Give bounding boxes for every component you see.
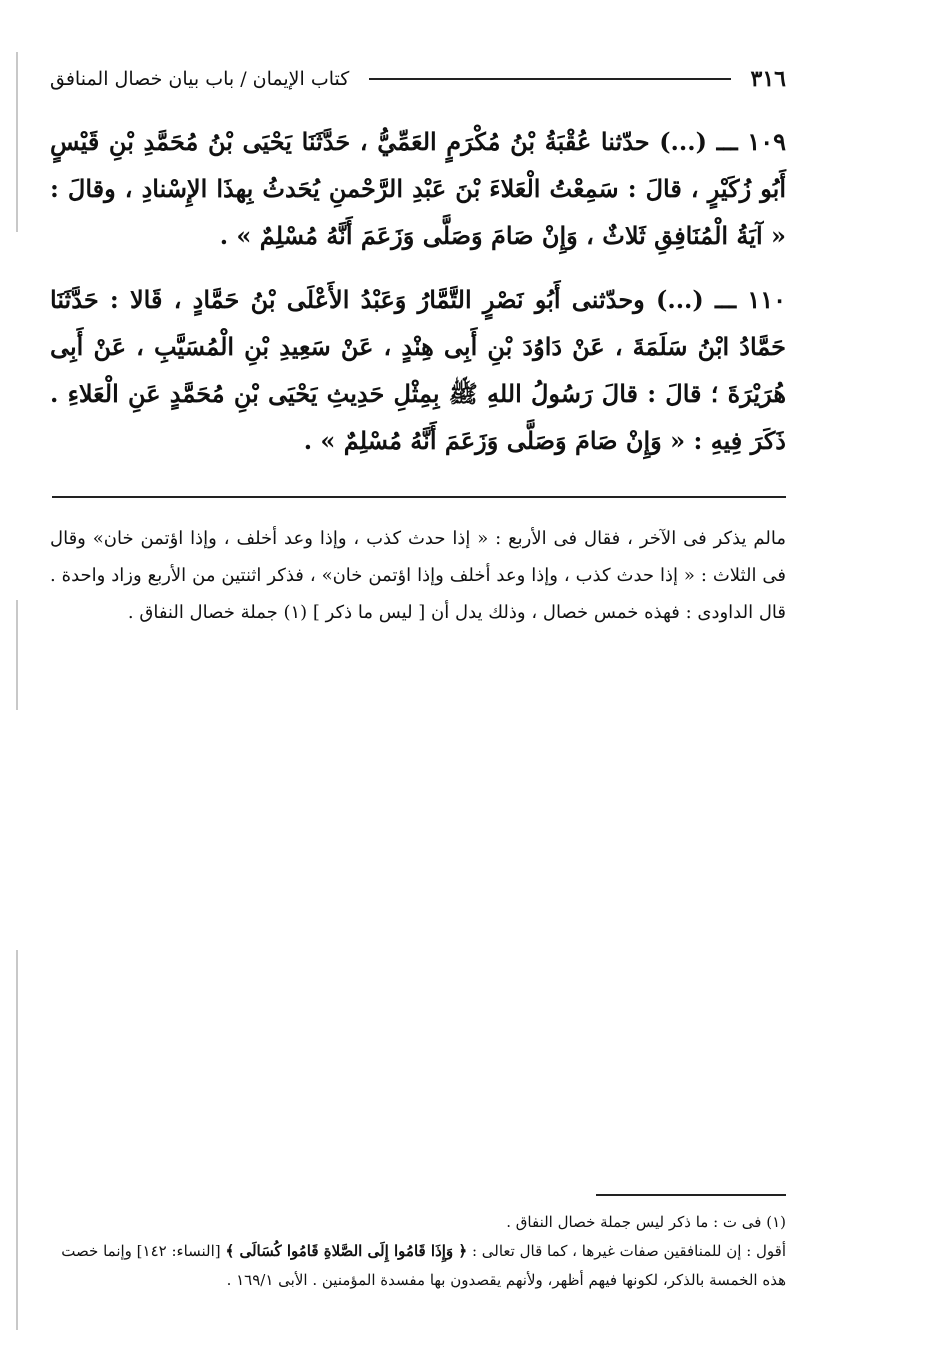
footnotes xyxy=(50,1208,786,1295)
hadith-110 xyxy=(50,276,786,464)
page-number: ٣١٦ xyxy=(750,66,786,92)
footnote-note xyxy=(50,1237,786,1295)
commentary-text: مالم يذكر فى الآخر ، فقال فى الأربع : « إذا حدث كذب ، وإذا وعد أخلف ، وإذا اؤتمن خان» وقال فى الثلاث : « إذا حدث كذب ، وإذا وعد أخلف وإذا اؤتمن خان» ، فذكر اثنتين من الأربع وزاد واحدة . قال الداودى : فهذه خمس خصال ، وذلك يدل أن [ ليس ما ذكر ] (١) جملة خصال النفاق . xyxy=(50,528,786,623)
note-prefix: أقول : إن للمنافقين صفات غيرها ، كما قال تعالى : xyxy=(471,1242,786,1260)
hadith-number: ١١٠ ـــ xyxy=(715,285,786,314)
section-divider xyxy=(52,496,786,498)
running-title: كتاب الإيمان / باب بيان خصال المنافق xyxy=(50,68,350,90)
left-margin-rule xyxy=(16,600,18,710)
hadith-110-paragraph xyxy=(50,276,786,464)
hadith-109 xyxy=(50,118,786,259)
footnote-divider xyxy=(596,1194,786,1196)
commentary xyxy=(50,520,786,631)
hadith-109-paragraph xyxy=(50,118,786,259)
left-margin-rule xyxy=(16,950,18,1330)
hadith-number: ١٠٩ ـــ xyxy=(716,127,786,156)
hadith-text: (...) وحدّثنى أَبُو نَصْرٍ التَّمَّارُ وَعَبْدُ الأَعْلَى بْنُ حَمَّادٍ ، قَالا : حَدَّثَنَا حَمَّادُ ابْنُ سَلَمَةَ ، عَنْ دَاوُدَ بْنِ أَبِى هِنْدٍ ، عَنْ سَعِيدِ بْنِ الْمُسَيَّبِ ، عَنْ أَبِى هُرَيْرَةَ ؛ قالَ : قالَ رَسُولُ اللهِ ﷺ بِمِثْلِ حَدِيثِ يَحْيَى بْنِ مُحَمَّدٍ عَنِ الْعَلاءِ . ذَكَرَ فِيهِ : « وَإِنْ صَامَ وَصَلَّى وَزَعَمَ أَنَّهُ مُسْلِمٌ » . xyxy=(50,285,786,455)
header-rule xyxy=(369,78,730,80)
hadith-text: (...) حدّثنا عُقْبَةُ بْنُ مُكْرَمٍ العَمِّيُّ ، حَدَّثَنَا يَحْيَى بْنُ مُحَمَّدِ بْنِ قَيْسٍ أَبُو زُكَيْرٍ ، قالَ : سَمِعْتُ الْعَلاءَ بْنَ عَبْدِ الرَّحْمنِ يُحَدثُ بِهذَا الإِسْنادِ ، وقالَ : « آيَةُ الْمُنَافِقِ ثَلاثٌ ، وَإِنْ صَامَ وَصَلَّى وَزَعَمَ أَنَّهُ مُسْلِمٌ » . xyxy=(50,127,786,250)
running-header xyxy=(50,62,786,96)
quran-quote: ﴿ وَإِذَا قَامُوا إِلَى الصَّلاةِ قَامُوا كُسَالَى ﴾ xyxy=(225,1242,468,1260)
left-margin-rule xyxy=(16,52,18,232)
footnote-1: (١) فى ت : ما ذكر ليس جملة خصال النفاق . xyxy=(506,1213,786,1231)
note-rest: [النساء: ١٤٢] وإنما خصت هذه الخمسة بالذكر، لكونها فيهم أظهر، ولأنهم يقصدون بها مفسدة المؤمنين . الأبى ١٦٩/١ . xyxy=(61,1242,786,1289)
